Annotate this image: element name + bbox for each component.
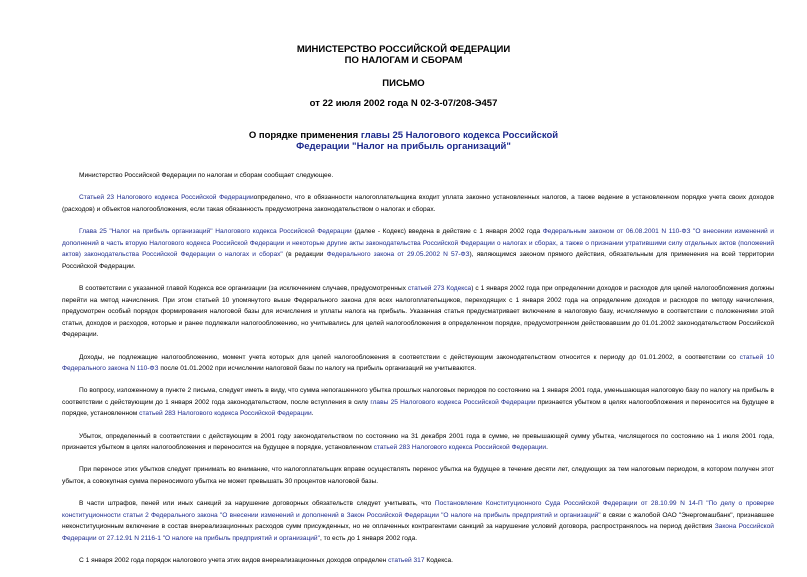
paragraph-text: . bbox=[546, 444, 548, 452]
paragraph-text: В части штрафов, пеней или иных санкций за нарушение договорных обязательств следует учитывать, что bbox=[79, 500, 435, 508]
document-subject bbox=[0, 130, 807, 152]
law-reference-link[interactable]: статьей 317 bbox=[388, 557, 425, 565]
paragraph-5 bbox=[62, 352, 774, 375]
paragraph-8: При переносе этих убытков следует принимать во внимание, что налогоплательщик вправе осуществлять перенос убытка на будущее в течение десяти лет, следующих за тем налоговым периодом, в котором получен этот убыток, а совокупная сумма переносимого убытка не может превышать 30 процентов налоговой базы. bbox=[62, 466, 774, 486]
paragraph-text: , то есть до 1 января 2002 года. bbox=[319, 535, 418, 542]
paragraph-text: Кодекса. bbox=[424, 557, 453, 565]
paragraph-3 bbox=[62, 226, 774, 272]
law-reference-link[interactable]: Федеральным законом от 06.08.2001 N 110-ФЗ "О внесении изменений и дополнений в часть вторую Налогового кодекса Российской Федерации и некоторые другие акты законодательства Российской Федерации о налогах и сборах, а также о признании утратившими силу отдельных актов (положений актов) законодательства Российской Федерации о налогах и сборах" bbox=[62, 227, 774, 259]
paragraph-text: В соответствии с указанной главой Кодекса все организации (за исключением случаев, предусмотренных bbox=[79, 284, 408, 292]
paragraph-text: ) с 1 января 2002 года при определении доходов и расходов для целей налогообложения должны перейти на метод начисления. При этом статьей 10 упомянутого выше Федерального закона для всех налогоплательщиков, переходящих с 1 января 2002 года на определение доходов и расходов по методу начисления, предусмотрен особый порядок формирования налоговой базы для исчисления и уплаты налога на прибыль. Указанная статья предусматривает включение в налоговую базу, исчисляемую в соответствии с положениями этой статьи, доходов и расходов, которые и ранее подлежали налогообложению, но учитывались для целей налогообложения в определенном порядке, предусмотренном действовавшим до 01.01.2002 законодательством Российской Федерации. bbox=[62, 284, 774, 339]
paragraph-1: Министерство Российской Федерации по налогам и сборам сообщает следующее. bbox=[79, 172, 334, 179]
law-reference-link[interactable]: статьей 10 Федерального закона N 110-ФЗ bbox=[62, 353, 774, 373]
paragraph-text: в связи с жалобой ОАО "Энергомашбанк", признавшее неконституционным включение в состав внереализационных расходов сумм присужденных, но не оплаченных контрагентами санкций за нарушение условий договора, распространялось на период действия bbox=[62, 511, 774, 531]
law-reference-link[interactable]: статьей 273 Кодекса bbox=[407, 284, 472, 292]
ministry-line-2: ПО НАЛОГАМ И СБОРАМ bbox=[344, 55, 463, 66]
paragraph-text: (в редакции bbox=[282, 251, 327, 259]
law-reference-link[interactable]: статьей 283 Налогового кодекса Российской Федерации bbox=[139, 410, 312, 418]
law-reference-link[interactable]: статьей 283 Налогового кодекса Российской Федерации bbox=[373, 444, 547, 452]
paragraph-text: . bbox=[311, 410, 314, 418]
paragraph-text: после 01.01.2002 при исчислении налоговой базы по налогу на прибыль организаций не учитываются. bbox=[158, 365, 477, 373]
paragraph-text: определено, что в обязанности налогоплательщика входит уплата законно установленных налогов, а также ведение в установленном порядке учета своих доходов (расходов) и объектов налогообложения, если такая обязанность предусмотрена законодательством о налогах и сборах. bbox=[62, 194, 774, 213]
paragraph-text: С 1 января 2002 года порядок налогового учета этих видов внереализационных доходов определен bbox=[79, 557, 389, 565]
law-reference-link[interactable]: Постановление Конституционного Суда Российской Федерации от 28.10.99 N 14-П "По делу о проверке конституционности статьи 2 Федерального закона "О внесении изменений и дополнений в Закон Российской Федерации "О налоге на прибыль предприятий и организаций" bbox=[62, 500, 774, 519]
paragraph-9 bbox=[62, 498, 774, 544]
ministry-heading bbox=[0, 44, 807, 66]
subject-link-chapter-25[interactable]: главы 25 Налогового кодекса Российской bbox=[360, 130, 559, 141]
paragraph-text: ), являющимся законом прямого действия, обязательным для применения на всей территории Российской Федерации. bbox=[62, 251, 774, 270]
paragraph-2 bbox=[62, 192, 774, 215]
paragraph-text: По вопросу, изложенному в пункте 2 письма, следует иметь в виду, что сумма непогашенного убытка прошлых налоговых периодов по состоянию на 1 января 2001 года, уменьшающая налоговую базу по налогу на прибыль в соответствии с действующим до 1 января 2002 года законодательством, после вступления в силу bbox=[62, 387, 774, 406]
paragraph-7 bbox=[62, 431, 774, 454]
document-date-number: от 22 июля 2002 года N 02-3-07/208-Э457 bbox=[309, 98, 498, 109]
paragraph-text: Доходы, не подлежащие налогообложению, момент учета которых для целей налогообложения в соответствии с действующим законодательством относится к периоду до 01.01.2002, в соответствии со bbox=[79, 353, 740, 361]
paragraph-6 bbox=[62, 385, 774, 420]
law-reference-link[interactable]: Глава 25 "Налог на прибыль организаций" Налогового кодекса Российской Федерации bbox=[79, 227, 352, 235]
paragraph-text: признается убытком в целях налогообложения и переносится на будущее в порядке, установленном bbox=[62, 398, 775, 418]
paragraph-4 bbox=[62, 283, 774, 341]
paragraph-text: (далее - Кодекс) введена в действие с 1 января 2002 года bbox=[351, 227, 543, 235]
letter-body bbox=[62, 170, 774, 577]
document-type: ПИСЬМО bbox=[382, 78, 425, 89]
paragraph-10 bbox=[62, 555, 774, 567]
subject-link-chapter-25-cont[interactable]: Федерации "Налог на прибыль организаций" bbox=[296, 141, 511, 152]
law-reference-link[interactable]: Закона Российской Федерации от 27.12.91 N 2116-1 "О налоге на прибыль предприятий и организаций" bbox=[62, 523, 774, 542]
law-reference-link[interactable]: Статьей 23 Налогового кодекса Российской Федерации bbox=[79, 194, 254, 202]
ministry-line-1: МИНИСТЕРСТВО РОССИЙСКОЙ ФЕДЕРАЦИИ bbox=[296, 44, 511, 55]
law-reference-link[interactable]: главы 25 Налогового кодекса Российской Федерации bbox=[370, 398, 536, 406]
subject-prefix: О порядке применения bbox=[248, 130, 361, 141]
paragraph-text: Убыток, определенный в соответствии с действующим в 2001 году законодательством по состоянию на 31 декабря 2001 года в сумме, не превышающей сумму убытка, числящегося по состоянию на 1 июля 2001 года, признается убытком в целях налогообложения и переносится на будущее в порядке, установленном bbox=[62, 432, 774, 452]
law-reference-link[interactable]: Федерального закона от 29.05.2002 N 57-ФЗ bbox=[326, 251, 470, 259]
